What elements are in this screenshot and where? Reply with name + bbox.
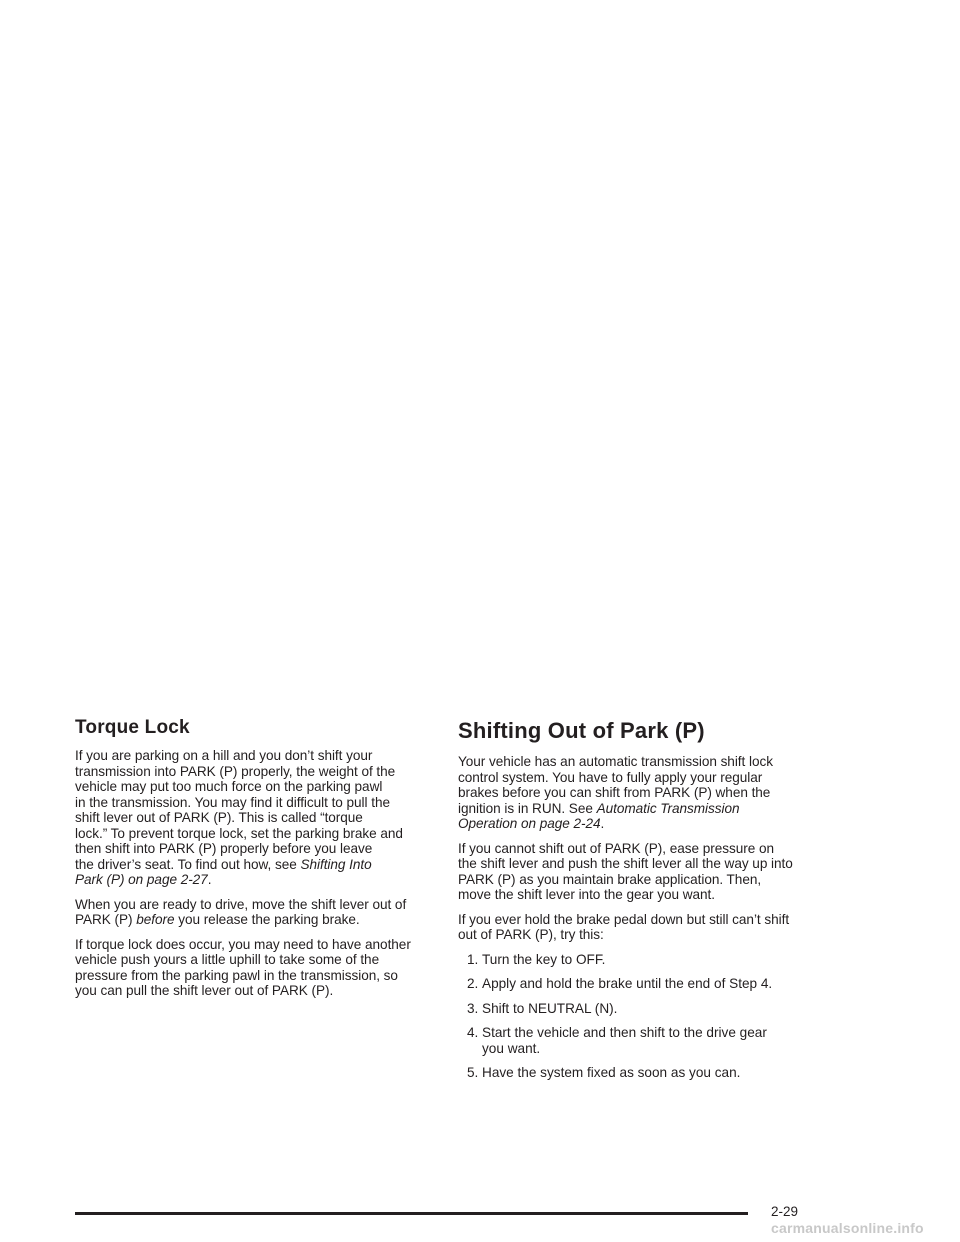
- torque-lock-heading: Torque Lock: [75, 717, 190, 738]
- automatic-transmission-operation-link[interactable]: Automatic Transmission Operation on page 2-24: [458, 800, 740, 831]
- shifting-out-of-park-section: [458, 718, 828, 1090]
- torque-lock-paragraph-1: If you are parking on a hill and you don’t shift your transmission into PARK (P) properly, the weight of the vehicle may put too much force on the parking pawl in the transmission. You may find it difficult to pull the shift lever out of PARK (P). This is called “torque lock.” To prevent torque lock, set the parking brake and then shift into PARK (P) properly before you leave the driver’s seat. To find out how, see Shifting Into Park (P) on page 2-27.: [75, 748, 403, 887]
- torque-lock-paragraph-2: When you are ready to drive, move the shift lever out of PARK (P) before you release the parking brake.: [75, 896, 407, 927]
- steps-list: [458, 952, 828, 1081]
- shifting-out-paragraph-1: Your vehicle has an automatic transmission shift lock control system. You have to fully apply your regular brakes before you can shift from PARK (P) when the ignition is in RUN. See Automatic Transmission Operation on page 2-24.: [458, 754, 773, 831]
- shifting-out-paragraph-3: If you ever hold the brake pedal down but still can’t shift out of PARK (P), try this:: [458, 911, 790, 942]
- shifting-out-heading: Shifting Out of Park (P): [458, 718, 705, 743]
- torque-lock-paragraph-3: If torque lock does occur, you may need to have another vehicle push yours a little uphill to take some of the pressure from the parking pawl in the transmission, so you can pull the shift lever out of PARK (P).: [75, 936, 411, 998]
- footer-divider: [75, 1212, 748, 1215]
- shifting-into-park-link[interactable]: Shifting Into Park (P) on page 2-27: [75, 856, 372, 887]
- page-number: 2-29: [771, 1204, 799, 1219]
- shifting-out-paragraph-2: If you cannot shift out of PARK (P), ease pressure on the shift lever and push the shift lever all the way up into PARK (P) as you maintain brake application. Then, move the shift lever into the gear you want.: [458, 840, 793, 902]
- list-item: 1. Turn the key to OFF.: [467, 951, 606, 967]
- before-emphasis: before: [136, 912, 175, 927]
- watermark: carmanualsonline.info: [771, 1220, 924, 1236]
- list-item: 5. Have the system fixed as soon as you can.: [467, 1065, 741, 1080]
- list-item: 2. Apply and hold the brake until the end of Step 4.: [467, 976, 773, 991]
- torque-lock-section: [75, 716, 437, 1008]
- list-item: 3. Shift to NEUTRAL (N).: [467, 1000, 618, 1016]
- list-item: 4. Start the vehicle and then shift to the drive gear you want.: [467, 1025, 767, 1056]
